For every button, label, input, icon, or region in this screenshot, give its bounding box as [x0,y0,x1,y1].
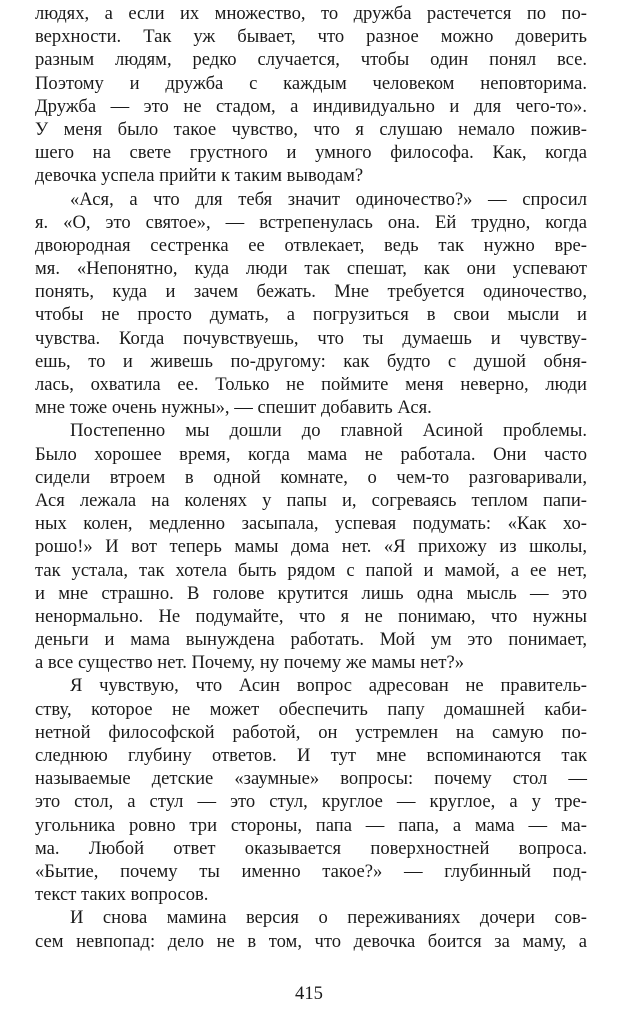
text-line: так устала, так хотела быть рядом с папой и мамой, а ее нет, [35,559,587,581]
text-line: ма. Любой ответ оказывается поверхностней вопроса. [35,837,587,859]
text-line: ству, которое не может обеспечить папу домашней каби- [35,698,587,720]
text-line: «Ася, а что для тебя значит одиночество?» — спросил [70,188,587,210]
text-line: И снова мамина версия о переживаниях дочери сов- [70,907,587,929]
text-line: деньги и мама вынуждена работать. Мой ум это понимает, [35,629,587,651]
text-line: Дружба — это не стадом, а индивидуально и для чего-то». [35,95,587,117]
text-line: Поэтому и дружба с каждым человеком неповторима. [35,72,587,94]
text-line: а все существо нет. Почему, ну почему же мамы нет?» [35,652,464,674]
text-line: двоюродная сестренка ее отвлекает, ведь так нужно вре- [35,234,587,256]
text-line: рошо!» И вот теперь мамы дома нет. «Я прихожу из школы, [35,536,587,558]
text-line: У меня было такое чувство, что я слушаю немало пожив- [35,118,587,140]
page-text [35,2,587,953]
text-line: я. «О, это святое», — встрепенулась она. Ей трудно, когда [35,211,587,233]
page-number: 415 [295,983,323,1004]
text-line: верхности. Так уж бывает, что разное можно доверить [35,26,587,48]
text-line: шего на свете грустного и умного философа. Как, когда [35,142,587,164]
text-line: ненормально. Не подумайте, что я не понимаю, что нужны [35,605,587,627]
text-line: это стол, а стул — это стул, круглое — круглое, а у тре- [35,791,587,813]
text-line: чтобы не просто думать, а погрузиться в свои мысли и [35,304,587,326]
text-line: называемые детские «заумные» вопросы: почему стол — [35,768,587,790]
text-line: текст таких вопросов. [35,884,209,906]
text-line: нетной философской работой, он устремлен на самую по- [35,721,587,743]
text-line: людях, а если их множество, то дружба растечется по по- [35,3,587,24]
text-line: разным людям, редко случается, чтобы один понял все. [35,49,587,71]
text-line: ных колен, медленно засыпала, успевая подумать: «Как хо- [35,513,587,535]
text-line: Ася лежала на коленях у папы и, согреваясь теплом папи- [35,489,587,511]
text-line: и мне страшно. В голове крутится лишь одна мысль — это [35,582,587,604]
text-line: чувства. Когда почувствуешь, что ты думаешь и чувству- [35,327,587,349]
text-line: мне тоже очень нужны», — спешит добавить Ася. [35,397,432,419]
text-line: ешь, то и живешь по-другому: как будто с душой обня- [35,350,587,372]
text-line: Постепенно мы дошли до главной Асиной проблемы. [70,420,587,442]
text-line: понять, куда и зачем бежать. Мне требуется одиночество, [35,281,587,303]
text-line: Я чувствую, что Асин вопрос адресован не правитель- [70,675,587,697]
text-line: сидели втроем в одной комнате, о чем-то разговаривали, [35,466,587,488]
text-line: «Бытие, почему ты именно такое?» — глубинный под- [35,860,587,882]
text-line: угольника ровно три стороны, папа — папа, а мама — ма- [35,814,587,836]
text-line: Было хорошее время, когда мама не работала. Они часто [35,443,587,465]
text-line: следнюю глубину ответов. И тут мне вспоминаются так [35,745,587,766]
text-line: мя. «Непонятно, куда люди так спешат, как они успевают [35,258,587,280]
text-line: лась, охватила ее. Только не поймите меня неверно, люди [35,374,587,395]
text-line: сем невпопад: дело не в том, что девочка боится за маму, а [35,930,587,952]
text-line: девочка успела прийти к таким выводам? [35,165,364,187]
